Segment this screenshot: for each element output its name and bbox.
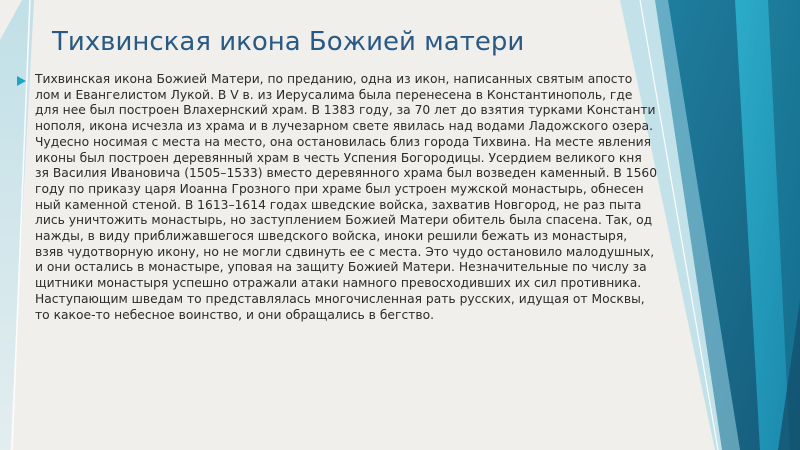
body-line: зя Василия Ивановича (1505–1533) вместо деревянного храма был возведен каменный. В 1560: [35, 166, 658, 181]
body-line: Тихвинская икона Божией Матери, по преданию, одна из икон, написанных святым апосто: [35, 72, 633, 86]
triangle-bullet-icon: [17, 76, 26, 86]
slide-title: Тихвинская икона Божией матери: [52, 27, 525, 57]
body-line: то какое-то небесное воинство, и они обращались в бегство.: [35, 307, 435, 322]
body-line: Наступающим шведам то представлялась многочисленная рать русских, идущая от Москвы,: [35, 291, 645, 306]
body-line: иконы был построен деревянный храм в честь Успения Богородицы. Усердием великого кня: [35, 150, 642, 165]
body-line: взяв чудотворную икону, но не могли сдвинуть ее с места. Это чудо остановило малодушных,: [35, 244, 655, 259]
body-line: нополя, икона исчезла из храма и в лучезарном свете явилась над водами Ладожского озера.: [35, 119, 653, 134]
body-line: Чудесно носимая с места на место, она остановилась близ города Тихвина. На месте явления: [35, 134, 652, 149]
left-accent-stripe: [0, 0, 34, 450]
slide-body-text: [35, 72, 687, 323]
body-line: для нее был построен Влахернский храм. В 1383 году, за 70 лет до взятия турками Константи: [35, 103, 656, 118]
body-line: нажды, в виду приближавшегося шведского войска, иноки решили бежать из монастыря,: [35, 229, 628, 244]
body-line: году по приказу царя Иоанна Грозного при храме был устроен мужской монастырь, обнесен: [35, 181, 644, 196]
body-line: щитники монастыря успешно отражали атаки намного превосходивших их сил противника.: [35, 276, 642, 291]
body-line: и они остались в монастыре, уповая на защиту Божией Матери. Незначительные по числу за: [35, 260, 647, 275]
body-line: лом и Евангелистом Лукой. В V в. из Иерусалима была перенесена в Константинополь, где: [35, 87, 633, 102]
body-line: ный каменной стеной. В 1613–1614 годах шведские войска, захватив Новгород, не раз пыта: [35, 197, 642, 212]
body-line: лись уничтожить монастырь, но заступлением Божией Матери обитель была спасена. Так, од: [35, 213, 653, 228]
